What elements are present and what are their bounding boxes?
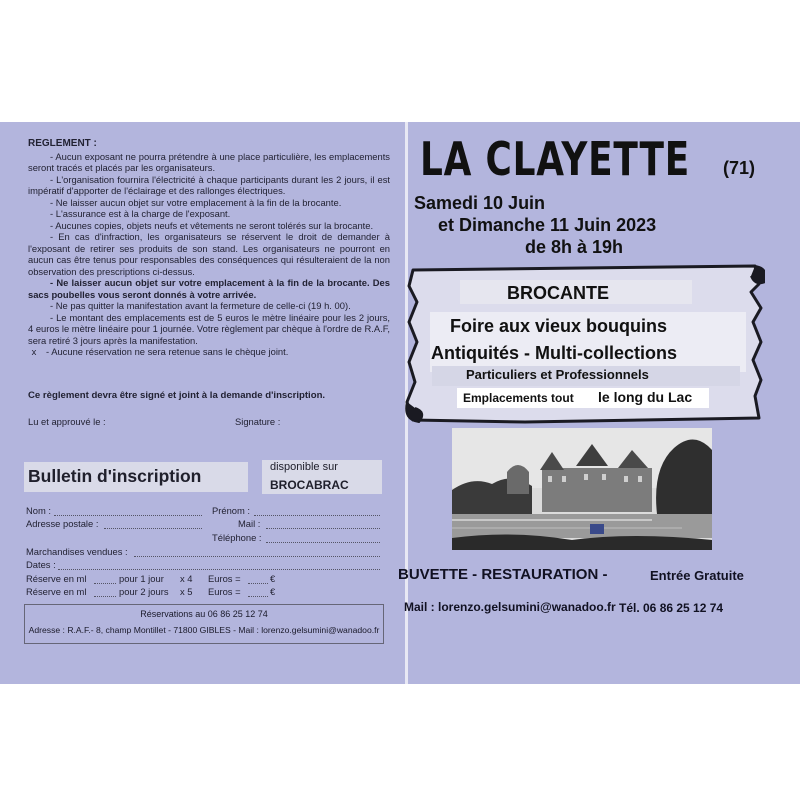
buvette-label: BUVETTE - RESTAURATION - [398, 566, 608, 583]
date-line-2: et Dimanche 11 Juin 2023 [438, 215, 657, 235]
reserve2-pour: pour 2 jours [119, 586, 169, 597]
hours-line: de 8h à 19h [525, 237, 624, 257]
castle-photo [452, 428, 712, 550]
reserve2-euros-line[interactable] [248, 596, 268, 597]
reservation-box [24, 604, 384, 644]
brocabrac-label: BROCABRAC [270, 478, 349, 492]
lu-approuve-label: Lu et approuvé le : [28, 416, 106, 427]
reglement-item-10 [28, 346, 390, 358]
x-mark: x [31, 346, 37, 357]
contact-tel[interactable]: Tél. 06 86 25 12 74 [619, 601, 724, 615]
reserve2-euros: Euros = [208, 586, 241, 597]
reglement-item-5: - Aucunes copies, objets neufs et vêtements ne seront tolérés sur la brocante. [50, 219, 374, 231]
reglement-section [28, 138, 390, 427]
field-telephone-label: Téléphone : [212, 532, 262, 543]
field-marchandises-label: Marchandises vendues : [26, 546, 128, 557]
field-marchandises-line[interactable] [134, 556, 380, 557]
reglement-heading: REGLEMENT : [28, 138, 97, 149]
town-title: LA CLAYETTE [420, 132, 691, 186]
reserve2-mult: x 5 [180, 586, 193, 597]
reglement-item-7: - Ne laisser aucun objet sur votre emplacement à la fin de la brocante. Des sacs poubelles vous seront donnés à votre arrivée. [28, 277, 390, 300]
field-nom-label: Nom : [26, 505, 52, 516]
contact-mail[interactable]: Mail : lorenzo.gelsumini@wanadoo.fr [404, 600, 616, 614]
field-telephone-line[interactable] [266, 542, 380, 543]
dispo-label: disponible sur [270, 461, 338, 473]
bulletin-title: Bulletin d'inscription [28, 466, 202, 486]
dept-number: (71) [723, 158, 756, 178]
emplacements-label: Emplacements tout [463, 391, 574, 405]
reserve1-ml-line[interactable] [94, 583, 116, 584]
reserve1-euros-line[interactable] [248, 583, 268, 584]
signature-label: Signature : [235, 416, 281, 427]
reserve2-unit: € [270, 586, 276, 597]
foire-label: Foire aux vieux bouquins [450, 316, 668, 336]
reglement-item-6: - En cas d'infraction, les organisateurs se réservent le droit de demander à l'exposant de retirer ses produits de son stand. Les organisateurs ne pourront en aucun cas être tenus pour responsables des conséquences qui résulteraient de la non observation des prescriptions ci-dessus. [28, 231, 390, 277]
antiquites-label: Antiquités - Multi-collections [431, 343, 677, 363]
reglement-item-2: - L'organisation fournira l'électricité à chaque participants durant les 2 jours, il est impératif d'apporter de l'éclairage et des rallonges électriques. [28, 173, 390, 196]
field-dates-label: Dates : [26, 559, 56, 570]
field-dates-line[interactable] [58, 569, 380, 570]
reserve2-ml-line[interactable] [94, 596, 116, 597]
reglement-item-8: - Ne pas quitter la manifestation avant la fermeture de celle-ci (19 h. 00). [50, 300, 351, 311]
reglement-item-3: - Ne laisser aucun objet sur votre emplacement à la fin de la brocante. [50, 196, 342, 208]
reglement-item-10-text: - Aucune réservation ne sera retenue sans le chèque joint. [46, 346, 289, 357]
field-nom-line[interactable] [54, 515, 202, 516]
field-prenom-line[interactable] [254, 515, 380, 516]
reglement-item-9: - Le montant des emplacements est de 5 euros le mètre linéaire pour les 2 jours, 4 euros le mètre linéaire pour 1 journée. Votre règlement par chèque à l'ordre de R.A.F, sera retiré 3 jours après la manifestation. [28, 311, 390, 346]
field-mail-line[interactable] [266, 528, 380, 529]
reserve1-pour: pour 1 jour [119, 573, 164, 584]
field-adresse-label: Adresse postale : [26, 518, 99, 529]
particuliers-label: Particuliers et Professionnels [466, 367, 649, 382]
date-line-1: Samedi 10 Juin [414, 193, 546, 213]
reserve2-label: Réserve en ml [26, 586, 87, 597]
reserve1-label: Réserve en ml [26, 573, 87, 584]
lac-label: le long du Lac [598, 389, 693, 405]
brocante-label: BROCANTE [507, 283, 609, 303]
reserve1-unit: € [270, 573, 276, 584]
field-adresse-line[interactable] [104, 528, 202, 529]
entree-label: Entrée Gratuite [650, 568, 744, 583]
reserve1-mult: x 4 [180, 573, 193, 584]
reglement-item-4: - L'assurance est à la charge de l'exposant. [50, 208, 231, 219]
sign-note: Ce règlement devra être signé et joint à la demande d'inscription. [28, 390, 326, 401]
field-prenom-label: Prénom : [212, 505, 251, 516]
reservation-address: Adresse : R.A.F.- 8, champ Montillet - 71800 GIBLES - Mail : lorenzo.gelsumini@wanadoo.fr [28, 625, 380, 635]
field-mail-label: Mail : [238, 518, 261, 529]
reservation-phone: Réservations au 06 86 25 12 74 [140, 609, 268, 619]
reglement-item-1: - Aucun exposant ne pourra prétendre à une place particulière, les emplacements seront tracés et placés par les organisateurs. [28, 150, 390, 173]
reserve1-euros: Euros = [208, 573, 241, 584]
